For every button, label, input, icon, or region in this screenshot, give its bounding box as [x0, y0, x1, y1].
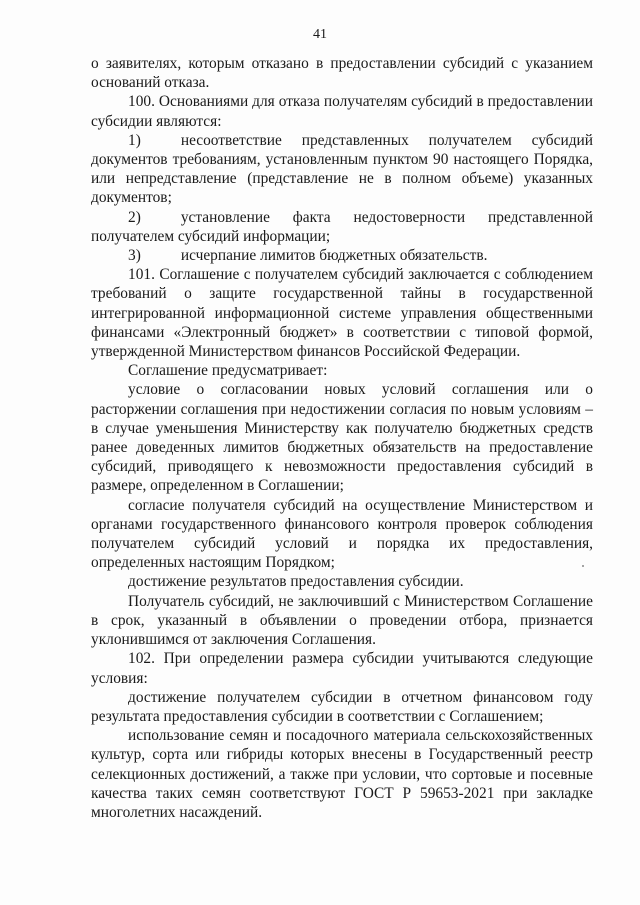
list-item-3-text: исчерпание лимитов бюджетных обязательств.	[180, 247, 488, 265]
list-item-2-text-block	[91, 208, 593, 246]
list-item-2	[91, 208, 593, 246]
paragraph-result-reporting-year: достижение получателем субсидии в отчетном финансовом году результата предоставления субсидии в соответствии с Соглашением;	[91, 688, 593, 725]
list-item-2-text: установление факта недостоверности представленной получателем субсидий информации;	[91, 208, 593, 245]
paragraph-results-achievement: достижение результатов предоставления субсидии.	[128, 573, 464, 591]
scan-speck	[582, 565, 584, 567]
page-number: 41	[313, 27, 327, 42]
paragraph-applicants-notice: о заявителях, которым отказано в предоставлении субсидий с указанием оснований отказа.	[91, 55, 593, 92]
list-item-1-number: 1)	[128, 131, 141, 149]
list-item-3-text-block	[91, 246, 593, 265]
list-item-1-text-block	[91, 131, 593, 208]
paragraph-condition-renegotiation: условие о согласовании новых условий соглашения или о расторжении соглашения при недостижении согласия по новым условиям – в случае уменьшения Министерству как получателю бюджетных средств ранее доведенных лимитов бюджетных обязательств на предоставление субсидий, приводящего к невозможности предоставления субсидий в размере, определенном в Соглашении;	[91, 381, 593, 495]
document-body	[91, 54, 593, 822]
list-item-3	[91, 246, 593, 265]
list-item-2-number: 2)	[128, 208, 141, 226]
list-item-1	[91, 131, 593, 208]
paragraph-102-subsidy-size: 102. При определении размера субсидии учитываются следующие условия:	[91, 650, 593, 687]
paragraph-consent-audits: согласие получателя субсидий на осуществление Министерством и органами государственного финансового контроля проверок соблюдения получателем субсидий условий и порядка их предоставления, определенных настоящим Порядком;	[91, 496, 593, 572]
paragraph-101-agreement: 101. Соглашение с получателем субсидий заключается с соблюдением требований о защите государственной тайны в государственной интегрированной информационной системе управления общественными финансами «Электронный бюджет» в соответствии с типовой формой, утвержденной Министерством финансов Российской Федерации.	[91, 266, 593, 361]
paragraph-100-refusal-grounds: 100. Основаниями для отказа получателям субсидий в предоставлении субсидии являются:	[91, 93, 593, 130]
paragraph-seed-usage: использование семян и посадочного материала сельскохозяйственных культур, сорта или гибриды которых внесены в Государственный реестр селекционных достижений, а также при условии, что сортовые и посевные качества таких семян соответствуют ГОСТ Р 59653-2021 при закладке многолетних насаждений.	[91, 727, 593, 821]
paragraph-agreement-provides: Соглашение предусматривает:	[128, 362, 328, 380]
paragraph-evasion: Получатель субсидий, не заключивший с Министерством Соглашение в срок, указанный в объявлении о проведении отбора, признается уклонившимся от заключения Соглашения.	[91, 592, 593, 649]
list-item-1-text: несоответствие представленных получателем субсидий документов требованиям, установленным пунктом 90 настоящего Порядка, или непредставление (представление не в полном объеме) указанных документов;	[91, 131, 593, 207]
list-item-3-number: 3)	[128, 247, 141, 265]
